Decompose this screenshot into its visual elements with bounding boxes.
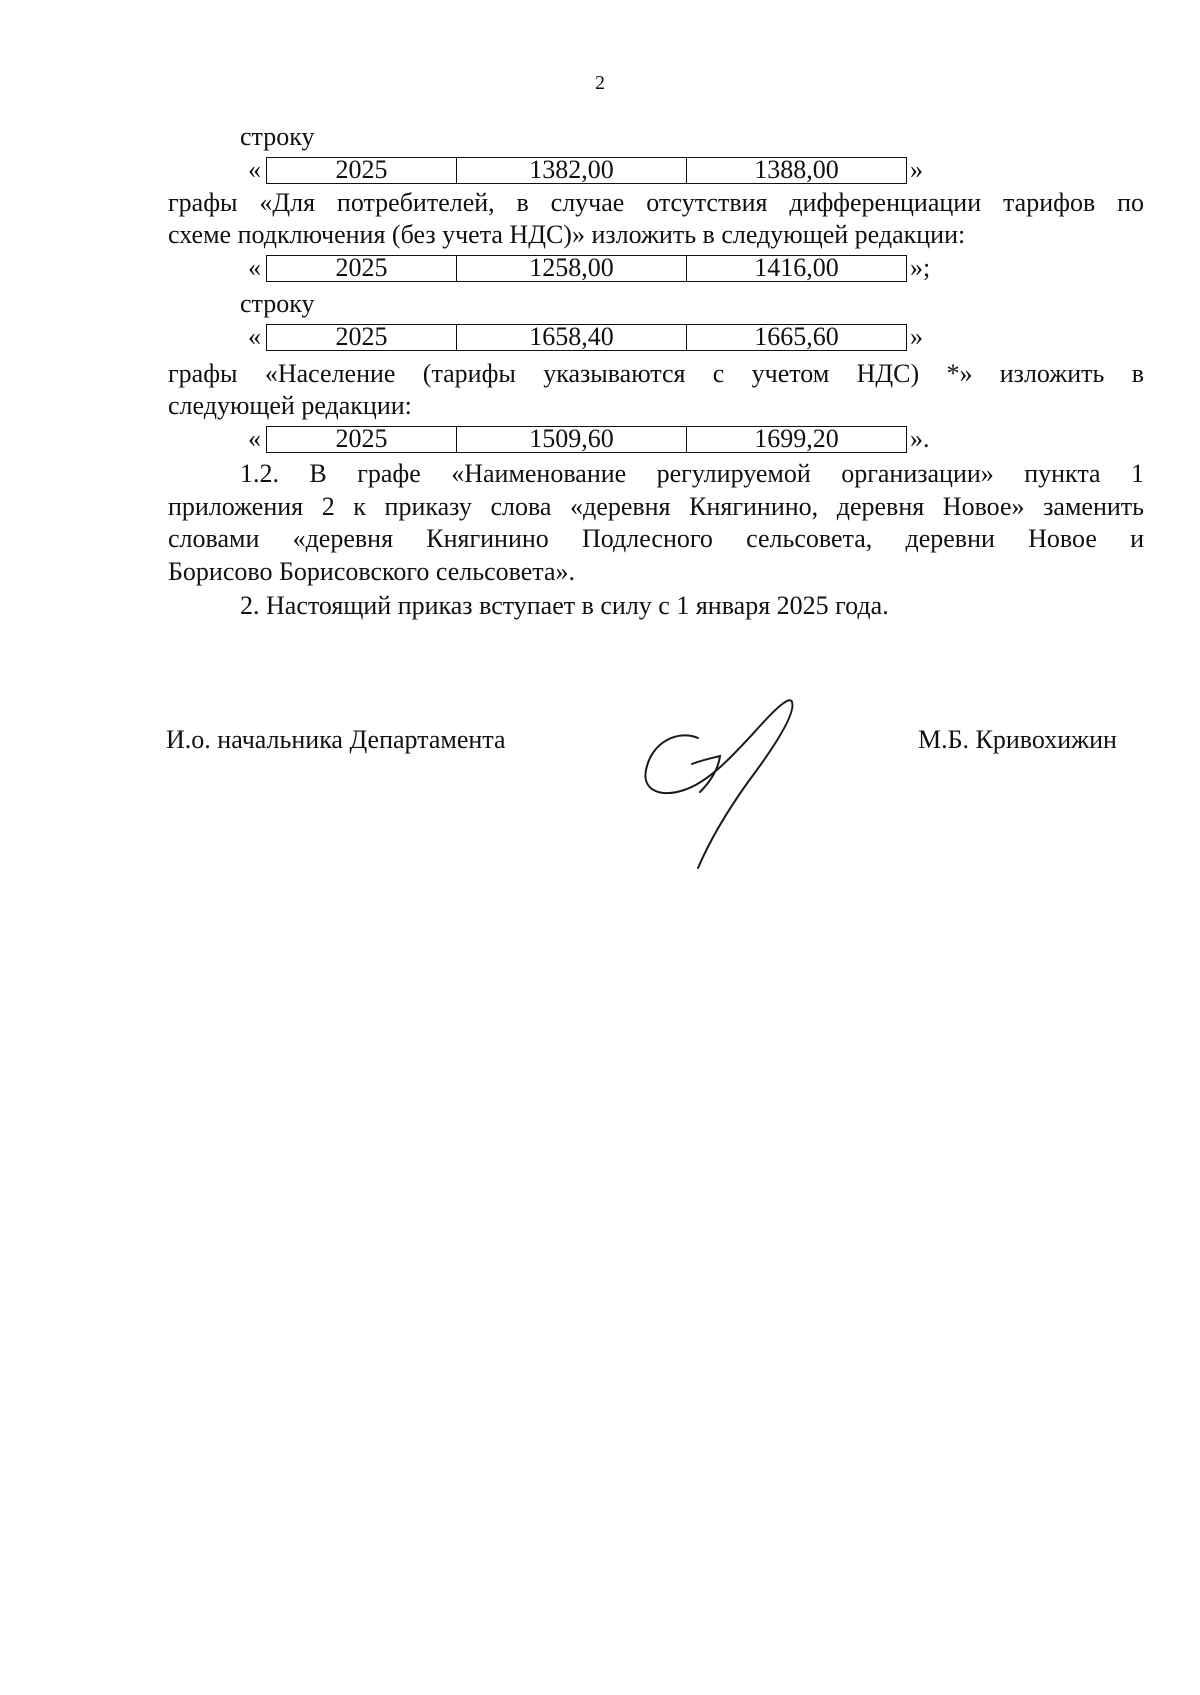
para-grafy-2-line-2: следующей редакции: (168, 391, 412, 420)
para-1-2-line-2: приложения 2 к приказу слова «деревня Княгинино, деревня Новое» заменить (168, 492, 1144, 521)
cell-value-2: 1665,60 (687, 324, 907, 351)
cell-value-1: 1658,40 (457, 324, 687, 351)
cell-value-2: 1699,20 (687, 426, 907, 453)
cell-value-2: 1416,00 (687, 255, 907, 282)
cell-value-1: 1509,60 (457, 426, 687, 453)
line-stroku-1: строку (240, 122, 315, 151)
quote-close: ». (910, 424, 930, 453)
para-2: 2. Настоящий приказ вступает в силу с 1 января 2025 года. (240, 591, 889, 620)
para-1-2-line-1: 1.2. В графе «Наименование регулируемой организации» пункта 1 (240, 459, 1144, 488)
row-cells (266, 157, 907, 184)
quote-open: « (248, 155, 261, 184)
row-cells (266, 324, 907, 351)
cell-value-1: 1382,00 (457, 157, 687, 184)
para-grafy-1-line-1: графы «Для потребителей, в случае отсутствия дифференциации тарифов по (168, 188, 1144, 217)
quote-open: « (248, 253, 261, 282)
cell-year: 2025 (266, 255, 457, 282)
para-grafy-1-line-2: схеме подключения (без учета НДС)» изложить в следующей редакции: (168, 220, 966, 249)
cell-year: 2025 (266, 157, 457, 184)
line-stroku-2: строку (240, 289, 315, 318)
cell-value-2: 1388,00 (687, 157, 907, 184)
page-number: 2 (595, 72, 605, 94)
para-1-2-line-3: словами «деревня Княгинино Подлесного сельсовета, деревни Новое и (168, 524, 1144, 553)
quote-close: »; (910, 253, 931, 282)
row-cells (266, 426, 907, 453)
quote-close: » (910, 322, 923, 351)
cell-year: 2025 (266, 324, 457, 351)
handwritten-signature (640, 690, 800, 870)
para-1-2-line-4: Борисово Борисовского сельсовета». (168, 557, 576, 586)
cell-year: 2025 (266, 426, 457, 453)
signatory-name: М.Б. Кривохижин (918, 725, 1117, 754)
row-cells (266, 255, 907, 282)
signatory-position: И.о. начальника Департамента (166, 725, 506, 754)
quote-close: » (910, 155, 923, 184)
quote-open: « (248, 424, 261, 453)
quote-open: « (248, 322, 261, 351)
cell-value-1: 1258,00 (457, 255, 687, 282)
para-grafy-2-line-1: графы «Население (тарифы указываются с учетом НДС) *» изложить в (168, 359, 1144, 388)
